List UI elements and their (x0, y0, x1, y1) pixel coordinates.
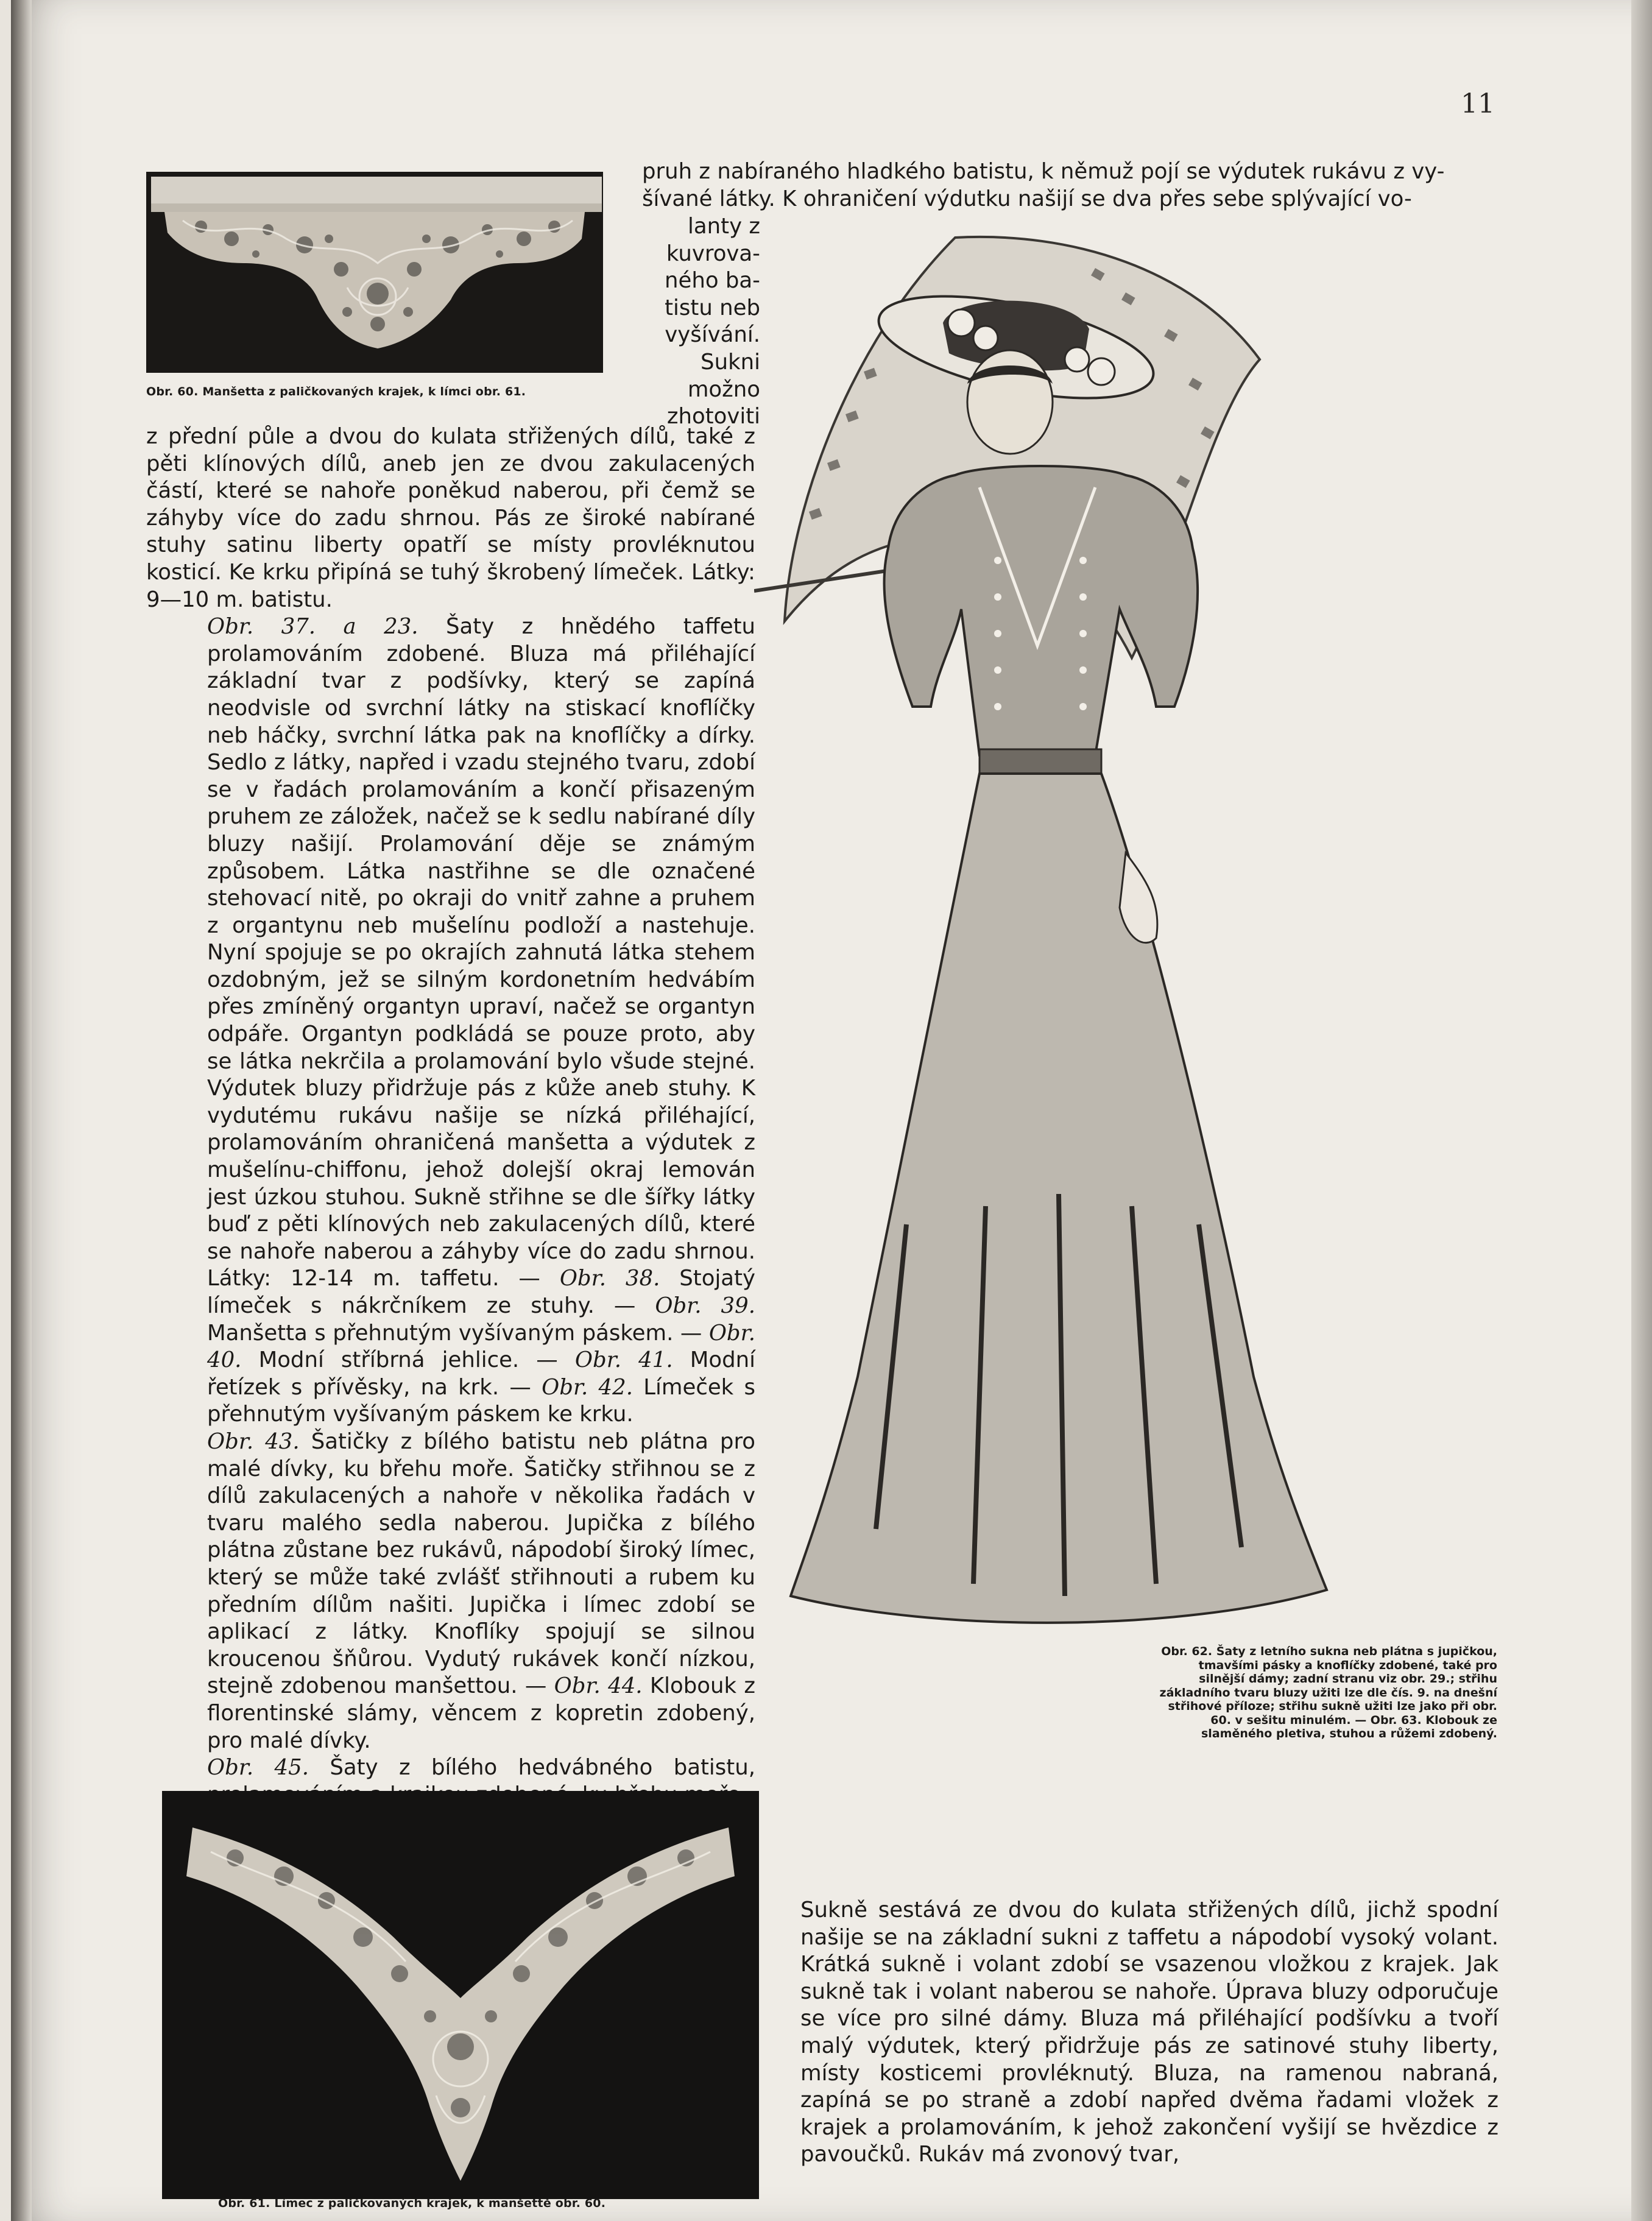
top-line-2: šívané látky. K ohraničení výdutku našijí se dva přes sebe splývající vo- (642, 186, 1412, 211)
label-obr-37: Obr. 37. a 23. (207, 614, 418, 640)
short-line: zhotoviti (666, 404, 760, 429)
short-line: ného ba- (665, 268, 760, 294)
label-obr-39: Obr. 39. (655, 1293, 755, 1318)
short-line: vyšívání. (665, 322, 760, 348)
paragraph-intro: z přední půle a dvou do kulata střižených dílů, také z pěti klínových dílů, aneb jen ze dvou zakulacených částí, které se nahoře poněkud naberou, při čemž se záhyby více do zadu shrnou. Pás ze široké nabírané stuhy satinu liberty opatří se místy provléknutou kosticí. Ke krku připíná se tuhý škrobený límeček. Látky: 9—10 m. batistu. (146, 424, 755, 612)
caption-obr-62: Obr. 62. Šaty z letního sukna neb plátna s jupičkou, tmavšími pásky a knoflíčky zdobené, také pro silnější dámy; zadní stranu viz obr. 29.; střihu základního tvaru bluzy užiti lze dle čís. 9. na dnešní střihové příloze; střihu sukně užiti lze jako při obr. 60. v sešitu minulém. — Obr. 63. Klobouk ze slaměného pletiva, stuhou a růžemi zdobený. (1159, 1645, 1497, 1740)
text-obr-39: Manšetta s přehnutým vyšívaným páskem. — (207, 1320, 709, 1346)
lace-collar-image (162, 1791, 759, 2199)
paragraph-right-bottom: Sukně sestává ze dvou do kulata střižených dílů, jichž spodní našije se na základní sukni z taffetu a nápodobí vysoký volant. Krátká sukně i volant zdobí se vsazenou vložkou z krajek. Jak sukně tak i volant naberou se nahoře. Úprava bluzy odporučuje se více pro silné dámy. Bluza má přiléhající podšívku a tvoří malý výdutek, který přidržuje pás ze satinové stuhy liberty, místy kosticemi provléknutý. Bluza, na ramenou nabraná, zapíná se po straně a zdobí napřed dvěma řadami vložek z krajek a prolamováním, k jehož zakončení vyšijí se hvězdice z pavoučků. Rukáv má zvonový tvar, (800, 1898, 1498, 2167)
top-lines (642, 158, 1502, 213)
label-obr-41: Obr. 41. (574, 1347, 673, 1373)
short-line: Sukni (701, 349, 760, 375)
text-obr-37: Šaty z hnědého taffetu prolamováním zdobené. Bluza má přiléhající základní tvar z podšívky, který se zapíná neodvisle od svrchní látky na stiskací knoflíčky neb háčky, svrchní látka pak na knoflíčky a dírky. Sedlo z látky, napřed i vzadu stejného tvaru, zdobí se v řadách prolamováním a končí přisazeným pruhem ze záložek, načež se k sedlu nabírané díly bluzy našijí. Prolamování děje se známým způsobem. Látka nastřihne se dle označené stehovací nitě, po okraji do vnitř zahne a pruhem z organtynu neb mušelínu podloží a nastehuje. Nyní spojuje se po okrajích zahnutá látka stehem ozdobným, jež se silným kordonetním hedvábím přes zmíněný organtyn upraví, načež se organtyn odpáře. Organtyn podkládá se pouze proto, aby se látka nekrčila a prolamování bylo všude stejné. Výdutek bluzy přidržuje pás z kůže aneb stuhy. K vydutému rukávu našije se nízká přiléhající, prolamováním ohraničená manšetta a výdutek z mušelínu-chiffonu, jehož dolejší okraj lemován jest úzkou stuhou. Sukně střihne se dle šířky látky buď z pěti klínových neb zakulacených dílů, které se nahoře naberou a záhyby více do zadu shrnou. Látky: 12-14 m. taffetu. — (207, 614, 755, 1291)
top-line-1: pruh z nabíraného hladkého batistu, k němuž pojí se výdutek rukávu z vy- (642, 159, 1445, 184)
text-obr-45: Šaty z bílého hedvábného batistu, (330, 1755, 755, 1781)
label-obr-38: Obr. 38. (559, 1266, 660, 1291)
lace-cuff-illustration (146, 172, 603, 373)
label-obr-42: Obr. 42. (542, 1374, 634, 1400)
short-line: možno (687, 376, 760, 402)
paragraph-obr-37 (146, 613, 755, 1428)
right-page-edge (1631, 0, 1652, 2221)
paragraph-obr-43 (146, 1428, 755, 1754)
text-obr-42: Límeček s přehnutým vyšívaným páskem ke krku. (207, 1374, 755, 1427)
caption-obr-61: Obr. 61. Límec z paličkovaných krajek, k manšettě obr. 60. (218, 2197, 606, 2210)
short-line: kuvrova- (666, 241, 760, 266)
left-column-text (146, 423, 755, 1809)
caption-obr-60: Obr. 60. Manšetta z paličkovaných krajek, k límci obr. 61. (146, 385, 526, 398)
short-line: tistu neb (665, 295, 760, 320)
right-column-bottom-text (800, 1897, 1498, 2169)
fashion-plate-illustration (754, 219, 1363, 1639)
label-obr-43: Obr. 43. (207, 1428, 300, 1454)
text-obr-40: Modní stříbrná jehlice. — (241, 1347, 575, 1373)
book-page (11, 0, 1652, 2221)
text-obr-43: Šatičky z bílého batistu neb plátna pro malé dívky, ku břehu moře. Šatičky střihnou se z dílů zakulacených a nahoře v několika řadách v tvaru malého sedla naberou. Jupička z bílého plátna zůstane bez rukávů, nápodobí široký límec, který se může také zvlášť střihnouti a rubem ku předním dílům našiti. Jupička i límec zdobí se aplikací z látky. Knoflíky spojují se silnou kroucenou šňůrou. Vydutý rukávek končí nízkou, stejně zdobenou manšettou. — (207, 1428, 755, 1699)
label-obr-40: Obr. 40. (207, 1320, 755, 1373)
label-obr-44: Obr. 44. (554, 1673, 643, 1699)
short-lines (644, 213, 760, 431)
lace-collar-illustration (162, 1791, 759, 2199)
short-line: lanty z (688, 214, 760, 239)
book-spine (11, 0, 32, 2221)
text-obr-44: Klobouk z florentinské slámy, věncem z kopretin zdobený, pro malé dívky. (207, 1673, 755, 1753)
label-obr-45: Obr. 45. (207, 1755, 309, 1781)
page-number: 11 (1461, 88, 1495, 119)
lace-cuff-image (146, 172, 603, 373)
text-obr-41: Modní řetízek s přívěsky, na krk. — (207, 1347, 755, 1400)
text-obr-38: Stojatý límeček s nákrčníkem ze stuhy. — (207, 1266, 755, 1318)
